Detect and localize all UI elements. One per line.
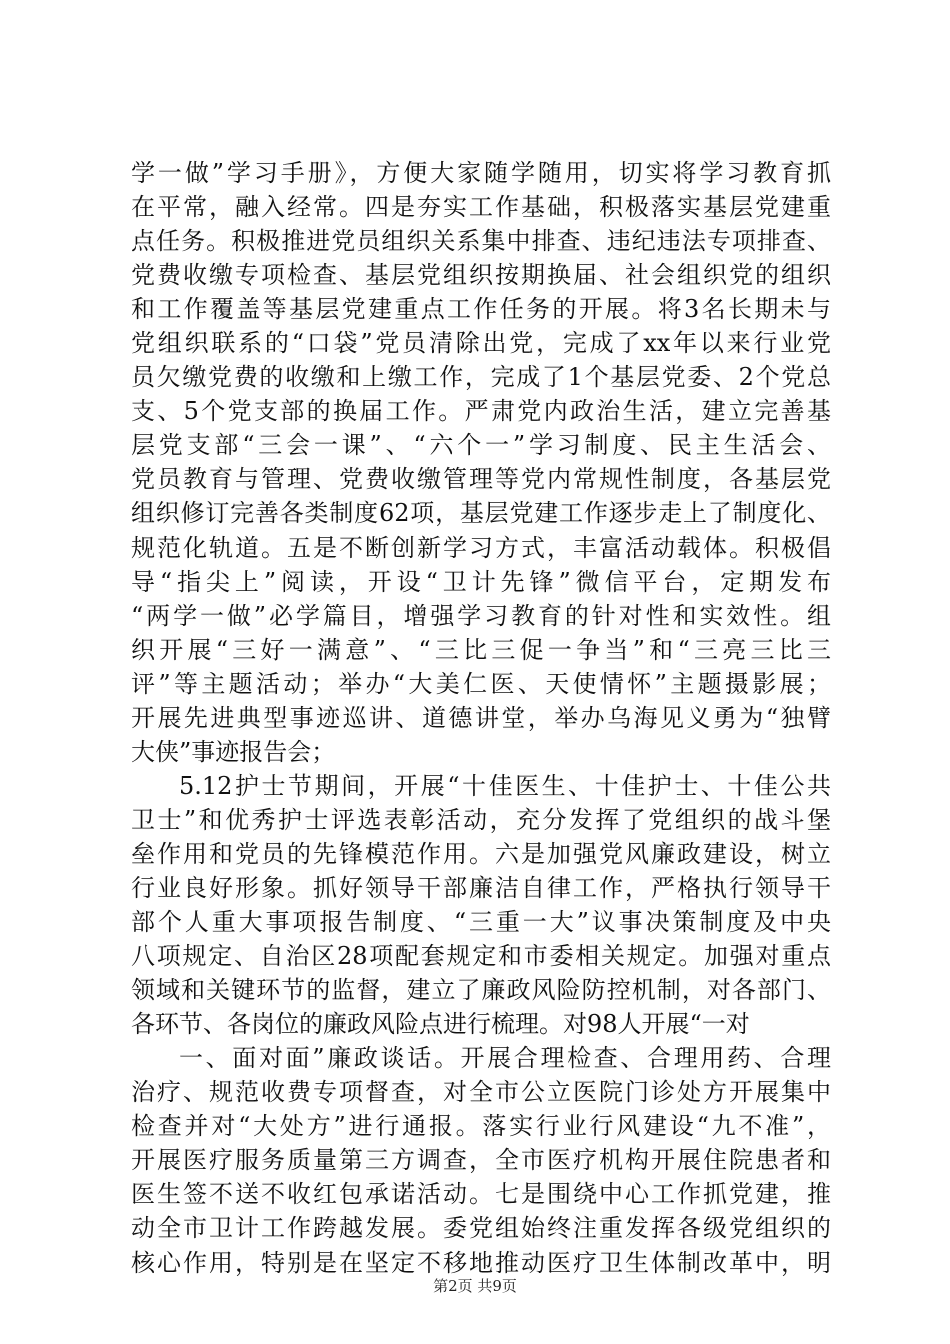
text-line: 党员教育与管理、党费收缴管理等党内常规性制度，各基层党 (131, 465, 831, 494)
text-line: 治疗、规范收费专项督查，对全市公立医院门诊处方开展集中 (131, 1078, 831, 1107)
text-line: 党组织联系的“口袋”党员清除出党，完成了xx年以来行业党 (131, 329, 831, 358)
text-line: 学一做”学习手册》，方便大家随学随用，切实将学习教育抓 (131, 159, 831, 187)
text-line: 层党支部“三会一课”、“六个一”学习制度、民主生活会、 (131, 431, 831, 460)
text-line: 医生签不送不收红包承诺活动。七是围绕中心工作抓党建，推 (131, 1180, 831, 1209)
text-line: 垒作用和党员的先锋模范作用。六是加强党风廉政建设，树立 (131, 839, 831, 868)
text-line: 部个人重大事项报告制度、“三重一大”议事决策制度及中央 (131, 908, 831, 937)
text-line: 规范化轨道。五是不断创新学习方式，丰富活动载体。积极倡 (131, 533, 831, 562)
paragraph-start-line: 一、面对面”廉政谈话。开展合理检查、合理用药、合理 (179, 1044, 831, 1073)
text-line: 支、5个党支部的换届工作。严肃党内政治生活，建立完善基 (131, 397, 831, 426)
text-line: 评”等主题活动；举办“大美仁医、天使情怀”主题摄影展； (131, 669, 831, 698)
text-line: 党费收缴专项检查、基层党组织按期换届、社会组织党的组织 (131, 261, 831, 290)
text-line: 各环节、各岗位的廉政风险点进行梳理。对98人开展“一对 (131, 1010, 750, 1039)
text-line: 动全市卫计工作跨越发展。委党组始终注重发挥各级党组织的 (131, 1214, 831, 1243)
text-line: 员欠缴党费的收缴和上缴工作，完成了1个基层党委、2个党总 (131, 363, 831, 392)
text-line: 和工作覆盖等基层党建重点工作任务的开展。将3名长期未与 (131, 295, 831, 324)
page-number-footer: 第2页 共9页 (433, 1277, 517, 1295)
text-line: 卫士”和优秀护士评选表彰活动，充分发挥了党组织的战斗堡 (131, 805, 831, 834)
text-line: 开展先进典型事迹巡讲、道德讲堂，举办乌海见义勇为“独臂 (131, 703, 831, 732)
text-line: “两学一做”必学篇目，增强学习教育的针对性和实效性。组 (131, 601, 831, 630)
text-line: 大侠”事迹报告会； (131, 737, 336, 766)
text-line: 开展医疗服务质量第三方调查，全市医疗机构开展住院患者和 (131, 1146, 831, 1175)
text-line: 核心作用，特别是在坚定不移地推动医疗卫生体制改革中，明 (131, 1248, 831, 1277)
text-line: 领域和关键环节的监督，建立了廉政风险防控机制，对各部门、 (131, 976, 831, 1005)
body-text (131, 156, 831, 1280)
text-line: 导“指尖上”阅读，开设“卫计先锋”微信平台，定期发布 (131, 567, 831, 596)
text-line: 检查并对“大处方”进行通报。落实行业行风建设“九不准”， (131, 1112, 831, 1141)
text-line: 织开展“三好一满意”、“三比三促一争当”和“三亮三比三 (131, 635, 831, 664)
text-line: 点任务。积极推进党员组织关系集中排查、违纪违法专项排查、 (131, 227, 831, 256)
paragraph-start-line: 5.12护士节期间，开展“十佳医生、十佳护士、十佳公共 (179, 771, 831, 800)
text-line: 行业良好形象。抓好领导干部廉洁自律工作，严格执行领导干 (131, 873, 831, 902)
text-line: 八项规定、自治区28项配套规定和市委相关规定。加强对重点 (131, 942, 831, 971)
text-line: 组织修订完善各类制度62项，基层党建工作逐步走上了制度化、 (131, 499, 831, 528)
text-line: 在平常，融入经常。四是夯实工作基础，积极落实基层党建重 (131, 193, 831, 222)
